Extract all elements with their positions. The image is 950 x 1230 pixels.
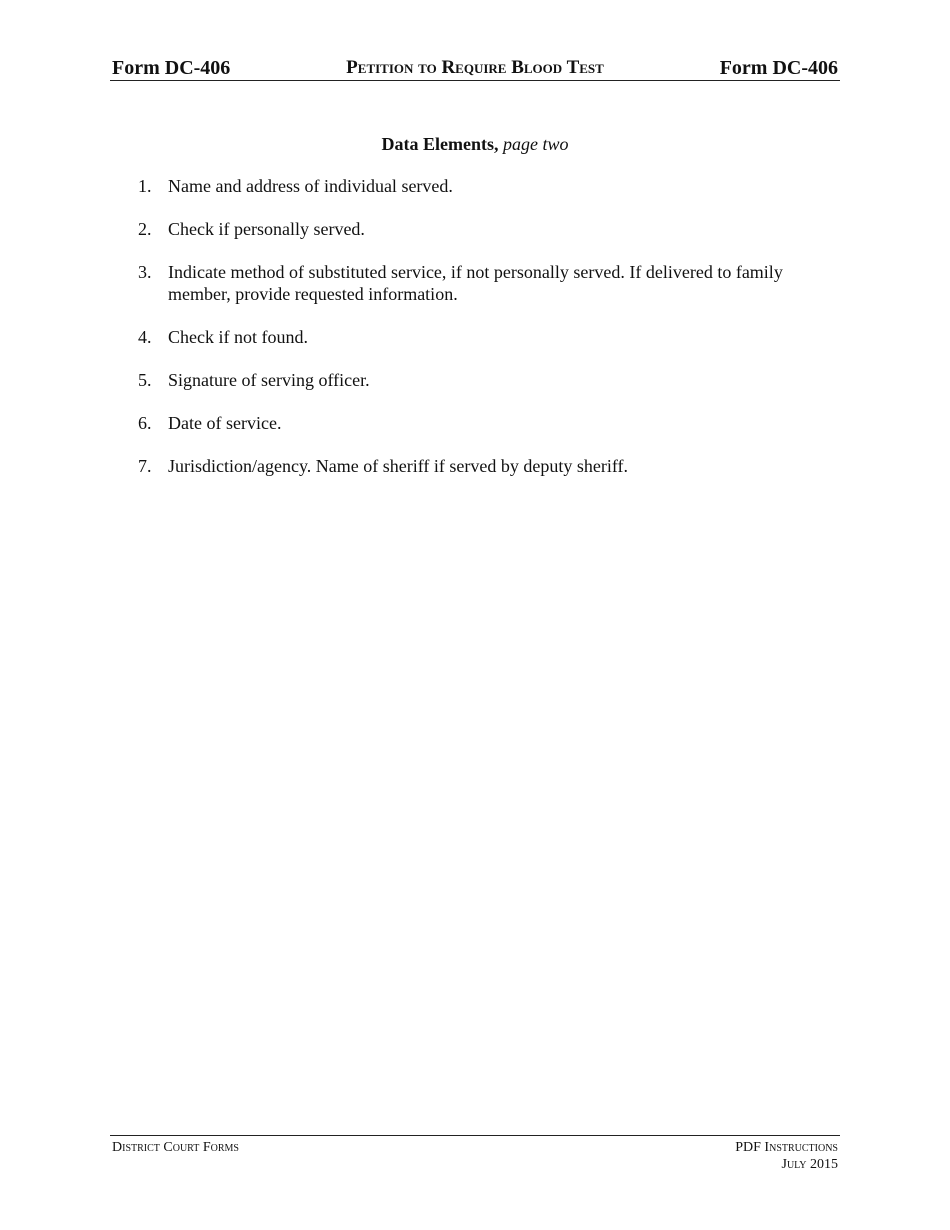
list-item (138, 455, 828, 477)
footer-right-line-1: PDF Instructions (735, 1140, 838, 1155)
list-item-number: 2. (138, 219, 152, 239)
page-footer (110, 1135, 840, 1172)
list-item-text: Date of service. (168, 413, 282, 433)
header-form-number-right: Form DC-406 (719, 57, 838, 79)
list-item-text: Name and address of individual served. (168, 176, 453, 196)
list-item (138, 218, 828, 240)
list-item-number: 4. (138, 327, 152, 347)
list-item (138, 261, 828, 305)
list-item-text: Check if personally served. (168, 219, 365, 239)
list-item-text: Signature of serving officer. (168, 370, 370, 390)
list-item-text: Indicate method of substituted service, if not personally served. If delivered to family member, provide requested information. (168, 262, 783, 304)
list-item (138, 369, 828, 391)
data-elements-list (138, 175, 828, 498)
section-heading (0, 132, 950, 156)
header-form-number-left: Form DC-406 (112, 57, 231, 79)
list-item-text: Jurisdiction/agency. Name of sheriff if served by deputy sheriff. (168, 456, 629, 476)
list-item-number: 6. (138, 413, 152, 433)
list-item-number: 5. (138, 370, 152, 390)
section-heading-subtitle: page two (502, 134, 569, 154)
section-heading-title: Data Elements, (381, 134, 499, 154)
footer-right-line-2: July 2015 (781, 1157, 838, 1172)
list-item (138, 326, 828, 348)
footer-left: District Court Forms (112, 1140, 239, 1155)
page-header (110, 56, 840, 81)
footer-right (735, 1139, 838, 1173)
list-item-number: 7. (138, 456, 152, 476)
list-item-number: 3. (138, 262, 152, 282)
list-item-text: Check if not found. (168, 327, 308, 347)
list-item (138, 175, 828, 197)
list-item (138, 412, 828, 434)
header-form-title: Petition to Require Blood Test (346, 57, 604, 78)
list-item-number: 1. (138, 176, 152, 196)
